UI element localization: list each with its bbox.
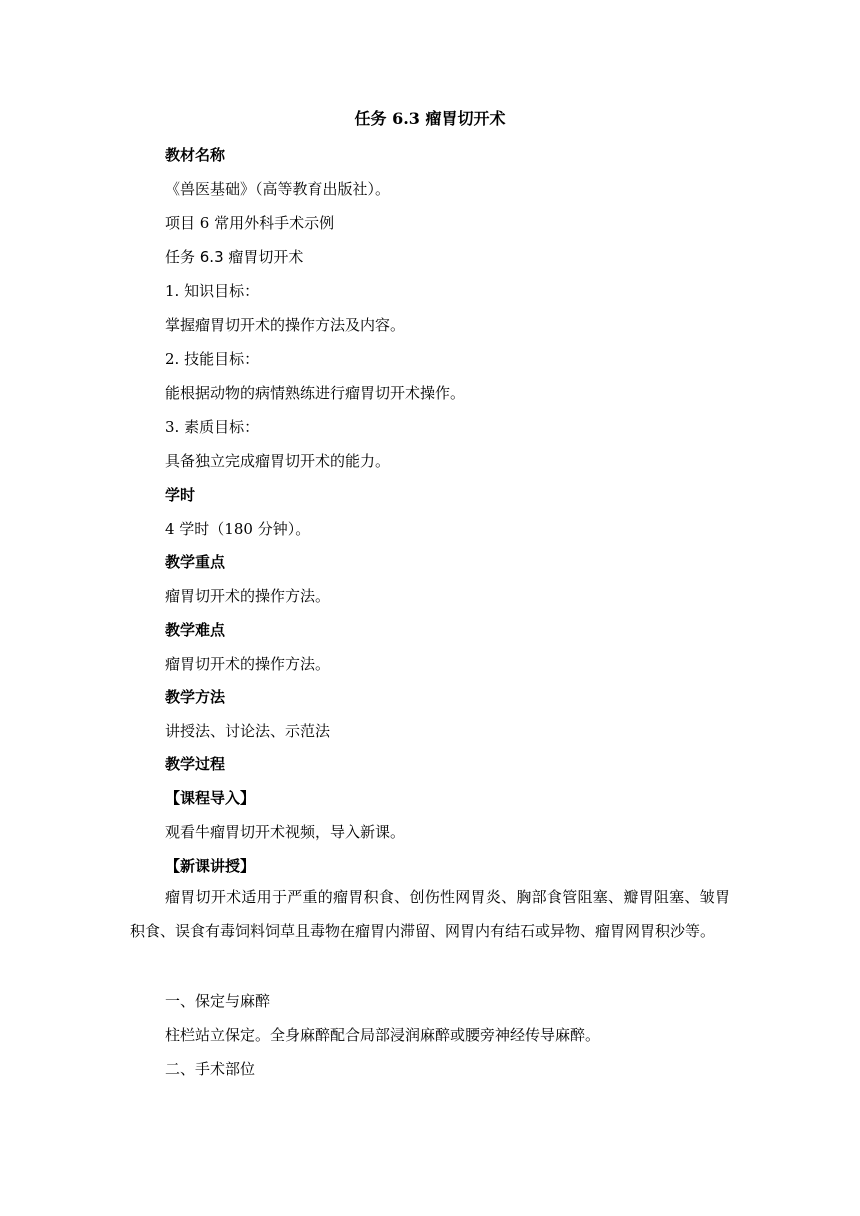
quality-goal-text: 具备独立完成瘤胃切开术的能力。 (165, 452, 391, 470)
quality-goal-label: 3. 素质目标： (165, 418, 260, 436)
lecture-heading: 【新课讲授】 (165, 857, 256, 875)
hours-text: 4 学时（180 分钟）。 (165, 520, 311, 538)
document-title: 任务 6.3 瘤胃切开术 (354, 109, 506, 128)
skill-goal-label: 2. 技能目标： (165, 350, 260, 368)
textbook-heading: 教材名称 (165, 146, 226, 164)
textbook-name: 《兽医基础》（高等教育出版社）。 (165, 180, 391, 198)
key-points-heading: 教学重点 (165, 553, 226, 571)
key-points-text: 瘤胃切开术的操作方法。 (165, 587, 331, 605)
knowledge-goal-text: 掌握瘤胃切开术的操作方法及内容。 (165, 316, 406, 334)
methods-heading: 教学方法 (165, 688, 226, 706)
project-line: 项目 6 常用外科手术示例 (165, 214, 335, 232)
knowledge-goal-label: 1. 知识目标： (165, 282, 260, 300)
hours-heading: 学时 (165, 486, 196, 504)
section-1-text: 柱栏站立保定。全身麻醉配合局部浸润麻醉或腰旁神经传导麻醉。 (165, 1026, 601, 1044)
intro-heading: 【课程导入】 (165, 789, 256, 807)
section-1-title: 一、保定与麻醉 (165, 992, 271, 1010)
section-2-title: 二、手术部位 (165, 1060, 256, 1078)
skill-goal-text: 能根据动物的病情熟练进行瘤胃切开术操作。 (165, 384, 466, 402)
methods-text: 讲授法、讨论法、示范法 (165, 722, 331, 740)
intro-text: 观看牛瘤胃切开术视频，导入新课。 (165, 823, 406, 841)
difficulties-text: 瘤胃切开术的操作方法。 (165, 655, 331, 673)
process-heading: 教学过程 (165, 755, 226, 773)
difficulties-heading: 教学难点 (165, 621, 226, 639)
task-line: 任务 6.3 瘤胃切开术 (165, 248, 304, 266)
lecture-paragraph: 瘤胃切开术适用于严重的瘤胃积食、创伤性网胃炎、胸部食管阻塞、瓣胃阻塞、皱胃积食、误食有毒饲料饲草且毒物在瘤胃内滞留、网胃内有结石或异物、瘤胃网胃积沙等。 (130, 888, 730, 940)
